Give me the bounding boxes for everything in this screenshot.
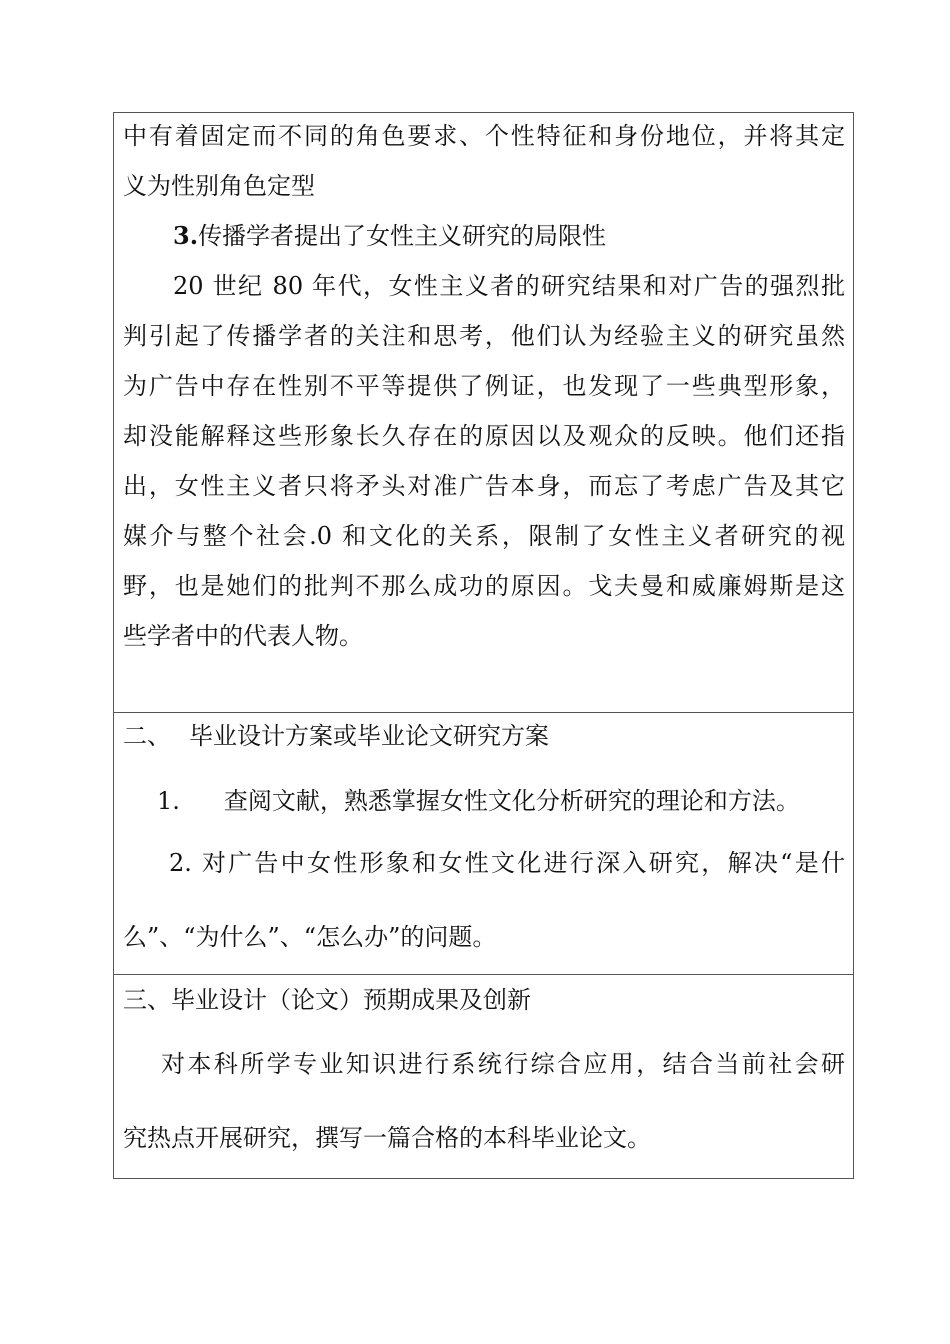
paragraph-line: 为广告中存在性别不平等提供了例证，也发现了一些典型形象， bbox=[123, 372, 845, 400]
paragraph-line: 些学者中的代表人物。 bbox=[123, 622, 363, 650]
list-item-2-continued: 么”、“为什么”、“怎么办”的问题。 bbox=[123, 923, 497, 951]
paragraph-line: 野，也是她们的批判不那么成功的原因。戈夫曼和威廉姆斯是这 bbox=[123, 572, 845, 600]
paragraph-line: 判引起了传播学者的关注和思考，他们认为经验主义的研究虽然 bbox=[123, 322, 845, 350]
section-title: 三、毕业设计（论文）预期成果及创新 bbox=[123, 986, 531, 1014]
text-line: 中有着固定而不同的角色要求、个性特征和身份地位，并将其定 bbox=[123, 122, 845, 150]
body-line: 究热点开展研究，撰写一篇合格的本科毕业论文。 bbox=[123, 1124, 651, 1152]
list-item-2: 2. 对广告中女性形象和女性文化进行深入研究，解决“是什 bbox=[169, 849, 845, 877]
subheading-3 bbox=[173, 221, 845, 251]
section-title-text: 毕业设计方案或毕业论文研究方案 bbox=[189, 722, 549, 750]
text-line: 义为性别角色定型 bbox=[123, 172, 315, 200]
proposal-table bbox=[113, 112, 854, 1179]
list-item-1 bbox=[157, 786, 845, 816]
list-number: 1. bbox=[157, 787, 180, 815]
paragraph-line: 出，女性主义者只将矛头对准广告本身，而忘了考虑广告及其它 bbox=[123, 472, 845, 500]
subheading-text: 传播学者提出了女性主义研究的局限性 bbox=[198, 222, 607, 250]
section-title bbox=[123, 721, 845, 751]
list-text: 查阅文献，熟悉掌握女性文化分析研究的理论和方法。 bbox=[223, 787, 800, 815]
section-number: 二、 bbox=[123, 722, 171, 750]
research-background-cell bbox=[114, 113, 853, 712]
subheading-number: 3. bbox=[173, 221, 199, 250]
expected-results-cell bbox=[114, 974, 853, 1178]
paragraph-line: 媒介与整个社会.0 和文化的关系，限制了女性主义者研究的视 bbox=[123, 522, 845, 550]
body-line: 对本科所学专业知识进行系统行综合应用，结合当前社会研 bbox=[161, 1050, 845, 1078]
paragraph-line: 却没能解释这些形象长久存在的原因以及观众的反映。他们还指 bbox=[123, 422, 845, 450]
research-plan-cell bbox=[114, 712, 853, 974]
paragraph-line: 20 世纪 80 年代，女性主义者的研究结果和对广告的强烈批 bbox=[173, 272, 845, 300]
